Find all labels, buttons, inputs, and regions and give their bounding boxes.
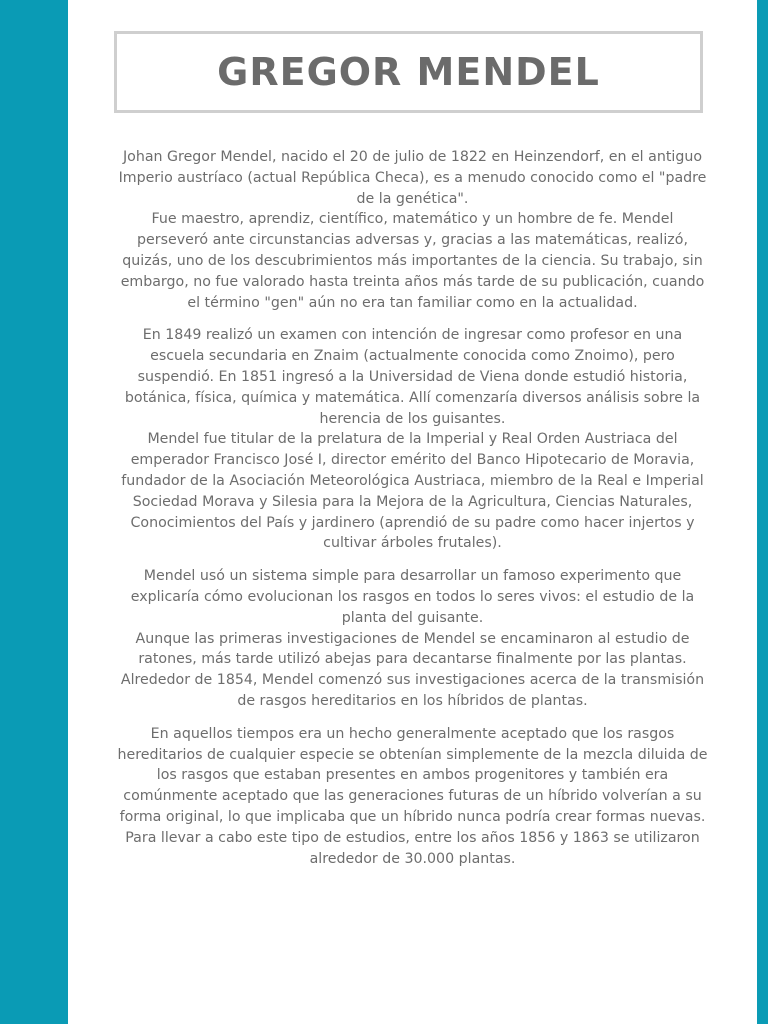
paragraph-3 — [116, 566, 709, 712]
paragraph-2-line-2: Mendel fue titular de la prelatura de la Imperial y Real Orden Austriaca del emperador Francisco José I, director emérito del Banco Hipotecario de Moravia, fundador de la Asociación Meteorológica Austriaca, miembro de la Real e Imperial Sociedad Morava y Silesia para la Mejora de la Agricultura, Ciencias Naturales, Conocimientos del País y jardinero (aprendió de su padre como hacer injertos y cultivar árboles frutales). — [121, 431, 704, 552]
paragraph-4-line-1: En aquellos tiempos era un hecho generalmente aceptado que los rasgos hereditarios de cualquier especie se obtenían simplemente de la mezcla diluida de los rasgos que estaban presentes en ambos progenitores y también era comúnmente aceptado que las generaciones futuras de un híbrido volverían a su forma original, lo que implicaba que un híbrido nunca podría crear formas nuevas. Para llevar a cabo este tipo de estudios, entre los años 1856 y 1863 se utilizaron alrededor de 30.000 plantas. — [117, 725, 708, 867]
paragraph-2-line-1: En 1849 realizó un examen con intención de ingresar como profesor en una escuela secundaria en Znaim (actualmente conocida como Znoimo), pero suspendió. En 1851 ingresó a la Universidad de Viena donde estudió historia, botánica, física, química y matemática. Allí comenzaría diversos análisis sobre la herencia de los guisantes. — [124, 327, 701, 427]
page-title: GREGOR MENDEL — [217, 50, 600, 94]
body-text — [116, 147, 709, 881]
paragraph-1 — [116, 147, 709, 313]
paragraph-3-line-2: Aunque las primeras investigaciones de Mendel se encaminaron al estudio de ratones, más tarde utilizó abejas para decantarse finalmente por las plantas. Alrededor de 1854, Mendel comenzó sus investigaciones acerca de la transmisión de rasgos hereditarios en los híbridos de plantas. — [120, 630, 705, 709]
paragraph-2 — [116, 325, 709, 554]
paragraph-3-line-1: Mendel usó un sistema simple para desarrollar un famoso experimento que explicaría cómo evolucionan los rasgos en todos lo seres vivos: el estudio de la planta del guisante. — [130, 568, 695, 626]
paragraph-1-line-1: Johan Gregor Mendel, nacido el 20 de julio de 1822 en Heinzendorf, en el antiguo Imperio austríaco (actual República Checa), es a menudo conocido como el "padre de la genética". — [118, 149, 707, 207]
paragraph-4 — [116, 724, 709, 870]
document-page — [68, 0, 757, 1024]
title-box — [114, 31, 703, 113]
left-accent-bar — [0, 0, 68, 1024]
paragraph-1-line-2: Fue maestro, aprendiz, científico, matemático y un hombre de fe. Mendel perseveró ante circunstancias adversas y, gracias a las matemáticas, realizó, quizás, uno de los descubrimientos más importantes de la ciencia. Su trabajo, sin embargo, no fue valorado hasta treinta años más tarde de su publicación, cuando el término "gen" aún no era tan familiar como en la actualidad. — [120, 211, 705, 311]
right-accent-bar — [757, 0, 768, 1024]
